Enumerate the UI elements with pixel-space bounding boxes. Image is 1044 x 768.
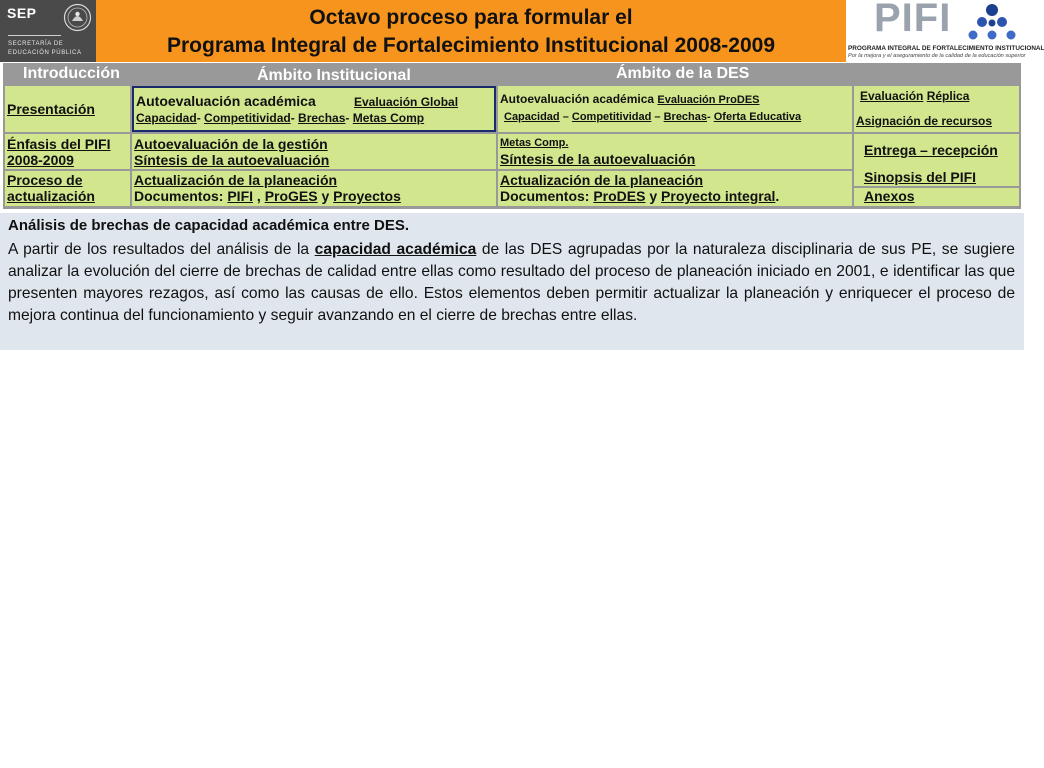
link-brechas-des[interactable]: Brechas	[663, 111, 708, 123]
cell-metas-sintesis-des	[498, 134, 852, 169]
link-evaluacion-prodes[interactable]: Evaluación ProDES	[657, 94, 760, 106]
link-metas-comp-des[interactable]: Metas Comp.	[500, 137, 569, 149]
link-proyectos[interactable]: Proyectos	[333, 188, 401, 204]
label-autoevaluacion-academica-des: Autoevaluación académica	[500, 92, 655, 106]
label-documentos: Documentos:	[134, 188, 224, 204]
cell-autoevaluacion-gestion	[132, 134, 496, 169]
link-asignacion-recursos[interactable]: Asignación de recursos	[856, 114, 993, 128]
period: .	[775, 188, 780, 204]
sep-logo	[0, 0, 96, 62]
sep-logo-line1: SECRETARÍA DE	[8, 41, 64, 47]
sep-logo-divider	[8, 35, 61, 36]
cell-anexos	[854, 188, 1019, 206]
link-entrega-recepcion[interactable]: Entrega – recepción	[864, 142, 998, 158]
link-proyecto-integral[interactable]: Proyecto integral	[661, 188, 776, 204]
link-capacidad-academica[interactable]: capacidad académica	[314, 241, 477, 258]
panel-heading: Análisis de brechas de capacidad académica entre DES.	[8, 217, 410, 234]
cell-enfasis	[5, 134, 130, 169]
sep-logo-subtitle	[8, 40, 82, 58]
navigation-block	[3, 63, 1021, 209]
des-links-row	[504, 111, 801, 123]
conjunction-y: y	[321, 188, 330, 204]
cell-actualizacion-des	[498, 171, 852, 206]
link-presentacion[interactable]: Presentación	[7, 101, 95, 117]
tab-ambito-institucional[interactable]: Ámbito Institucional	[257, 67, 411, 84]
sep-logo-line2: EDUCACIÓN PÚBLICA	[8, 50, 82, 56]
cell-presentacion	[5, 86, 130, 132]
pifi-logo	[846, 0, 1044, 62]
separator-dash: –	[654, 111, 661, 123]
pifi-dots-icon	[963, 3, 1021, 47]
link-pifi[interactable]: PIFI	[227, 188, 254, 204]
cell-actualizacion-institucional	[132, 171, 496, 206]
link-enfasis-line2[interactable]: 2008-2009	[7, 152, 74, 168]
separator-dash: –	[562, 111, 569, 123]
autoevaluacion-links-row	[136, 111, 424, 125]
link-brechas[interactable]: Brechas	[298, 111, 346, 125]
link-sinopsis-pifi[interactable]: Sinopsis del PIFI	[864, 169, 977, 185]
link-sintesis-institucional[interactable]: Síntesis de la autoevaluación	[134, 152, 330, 168]
title-banner	[96, 0, 846, 62]
link-metas-comp[interactable]: Metas Comp	[352, 111, 425, 125]
separator-hyphen: -	[707, 111, 711, 123]
page-title-line1: Octavo proceso para formular el	[309, 6, 633, 29]
documentos-row	[134, 188, 401, 204]
panel-body-rest: de las DES agrupadas por la naturaleza disciplinaria de sus PE, se sugiere analizar la evolución del cierre de brechas de calidad entre ellas como resultado del proceso de planeación iniciado en 2001, e identificar las que presenten mayores rezagos, así como las causas de ello. Estos elementos deben permitir actualizar la planeación y enriquecer el proceso de mejora continua del funcionamiento y seguir avanzando en el cierre de brechas entre ellas.	[8, 241, 1015, 324]
link-oferta-educativa[interactable]: Oferta Educativa	[713, 111, 802, 123]
separator-dash: -	[290, 111, 295, 125]
cell-sinopsis	[854, 169, 1019, 186]
documentos-des-row	[500, 188, 779, 204]
link-sintesis-des[interactable]: Síntesis de la autoevaluación	[500, 151, 696, 167]
evaluacion-replica-row	[860, 89, 969, 103]
national-seal-icon	[63, 3, 92, 32]
separator-dash: -	[345, 111, 350, 125]
conjunction-y: y	[649, 188, 658, 204]
link-autoevaluacion-gestion[interactable]: Autoevaluación de la gestión	[134, 136, 328, 152]
link-evaluacion[interactable]: Evaluación	[860, 89, 924, 103]
panel-body-intro: A partir de los resultados del análisis de la	[8, 241, 315, 258]
link-proceso-line2[interactable]: actualización	[7, 188, 95, 204]
link-competitividad-des[interactable]: Competitividad	[571, 111, 652, 123]
cell-evaluacion-replica	[854, 86, 1019, 132]
link-replica[interactable]: Réplica	[926, 89, 970, 103]
separator-dash: -	[196, 111, 201, 125]
link-anexos[interactable]: Anexos	[864, 188, 915, 204]
link-capacidad[interactable]: Capacidad	[136, 111, 197, 125]
cell-entrega-recepcion	[854, 134, 1019, 169]
tab-introduccion[interactable]: Introducción	[23, 65, 120, 82]
sep-logo-abbr: SEP	[7, 5, 37, 21]
label-autoevaluacion-academica: Autoevaluación académica	[136, 93, 316, 109]
cell-proceso-actualizacion	[5, 171, 130, 206]
label-documentos-des: Documentos:	[500, 188, 590, 204]
link-proceso-line1[interactable]: Proceso de	[7, 172, 83, 188]
pifi-logo-tagline: Por la mejora y el aseguramiento de la calidad de la educación superior	[848, 53, 1026, 59]
page-title-line2: Programa Integral de Fortalecimiento Institucional 2008-2009	[166, 34, 776, 57]
pifi-logo-word: PIFI	[874, 0, 952, 40]
link-competitividad[interactable]: Competitividad	[204, 111, 291, 125]
content-panel	[0, 213, 1024, 350]
pifi-logo-caption: PROGRAMA INTEGRAL DE FORTALECIMIENTO INSTITUCIONAL	[848, 45, 1044, 52]
link-actualizacion-planeacion[interactable]: Actualización de la planeación	[134, 172, 338, 188]
link-proges[interactable]: ProGES	[264, 188, 318, 204]
link-evaluacion-global[interactable]: Evaluación Global	[354, 95, 459, 109]
link-prodes[interactable]: ProDES	[593, 188, 646, 204]
link-capacidad-des[interactable]: Capacidad	[504, 111, 560, 123]
cell-autoevaluacion-institucional	[132, 86, 496, 132]
autoevaluacion-des-row	[500, 92, 760, 106]
tab-ambito-des[interactable]: Ámbito de la DES	[616, 65, 750, 82]
panel-body-text	[8, 239, 1015, 327]
separator-comma: ,	[256, 188, 261, 204]
cell-autoevaluacion-des	[498, 86, 852, 132]
link-enfasis-line1[interactable]: Énfasis del PIFI	[7, 136, 111, 152]
link-actualizacion-planeacion-des[interactable]: Actualización de la planeación	[500, 172, 704, 188]
